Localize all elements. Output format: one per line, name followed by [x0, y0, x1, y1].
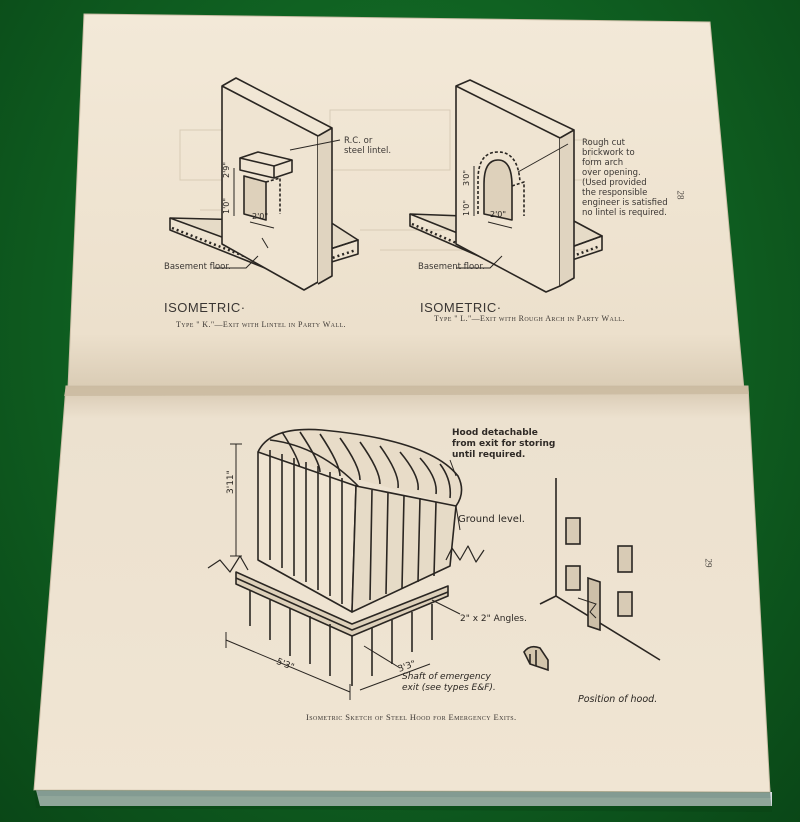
label-basement-floor-k: Basement floor.	[164, 262, 231, 272]
isometric-label-k: ISOMETRIC·	[164, 300, 246, 315]
dim-l-h1: 3'0"	[462, 169, 471, 186]
dim-height: 3'11"	[226, 470, 236, 494]
dim-l-h2: 1'0"	[462, 199, 471, 216]
dim-k-w: 2'0"	[252, 212, 269, 221]
label-shaft: Shaft of emergency exit (see types E&F).	[402, 672, 496, 693]
label-basement-floor-l: Basement floor.	[418, 262, 485, 272]
label-rough-arch: Rough cut brickwork to form arch over opening. (Used provided the responsible engineer is satisfied no lintel is required.	[582, 138, 668, 218]
caption-steel-hood: Isometric Sketch of Steel Hood for Emergency Exits.	[306, 712, 517, 722]
label-lintel: R.C. or steel lintel.	[344, 136, 392, 156]
dim-length-1: 5'3"	[274, 656, 296, 674]
caption-type-k: Type " K."—Exit with Lintel in Party Wall.	[176, 320, 346, 329]
dim-length-2: 3'3"	[396, 659, 418, 675]
caption-type-l: Type " L."—Exit with Rough Arch in Party Wall.	[434, 314, 625, 323]
page-number-28: 28	[675, 190, 686, 200]
isometric-label-l: ISOMETRIC·	[420, 300, 502, 315]
page-number-29: 29	[703, 558, 714, 568]
dim-k-h1: 2'9"	[222, 161, 231, 178]
dim-l-w: 2'0"	[490, 210, 507, 219]
label-angles: 2" x 2" Angles.	[460, 614, 527, 624]
label-hood-detachable: Hood detachable from exit for storing until required.	[452, 428, 556, 460]
dim-k-h2: 1'0"	[222, 197, 231, 214]
label-position-of-hood: Position of hood.	[578, 694, 658, 705]
label-ground-level: Ground level.	[458, 514, 525, 525]
